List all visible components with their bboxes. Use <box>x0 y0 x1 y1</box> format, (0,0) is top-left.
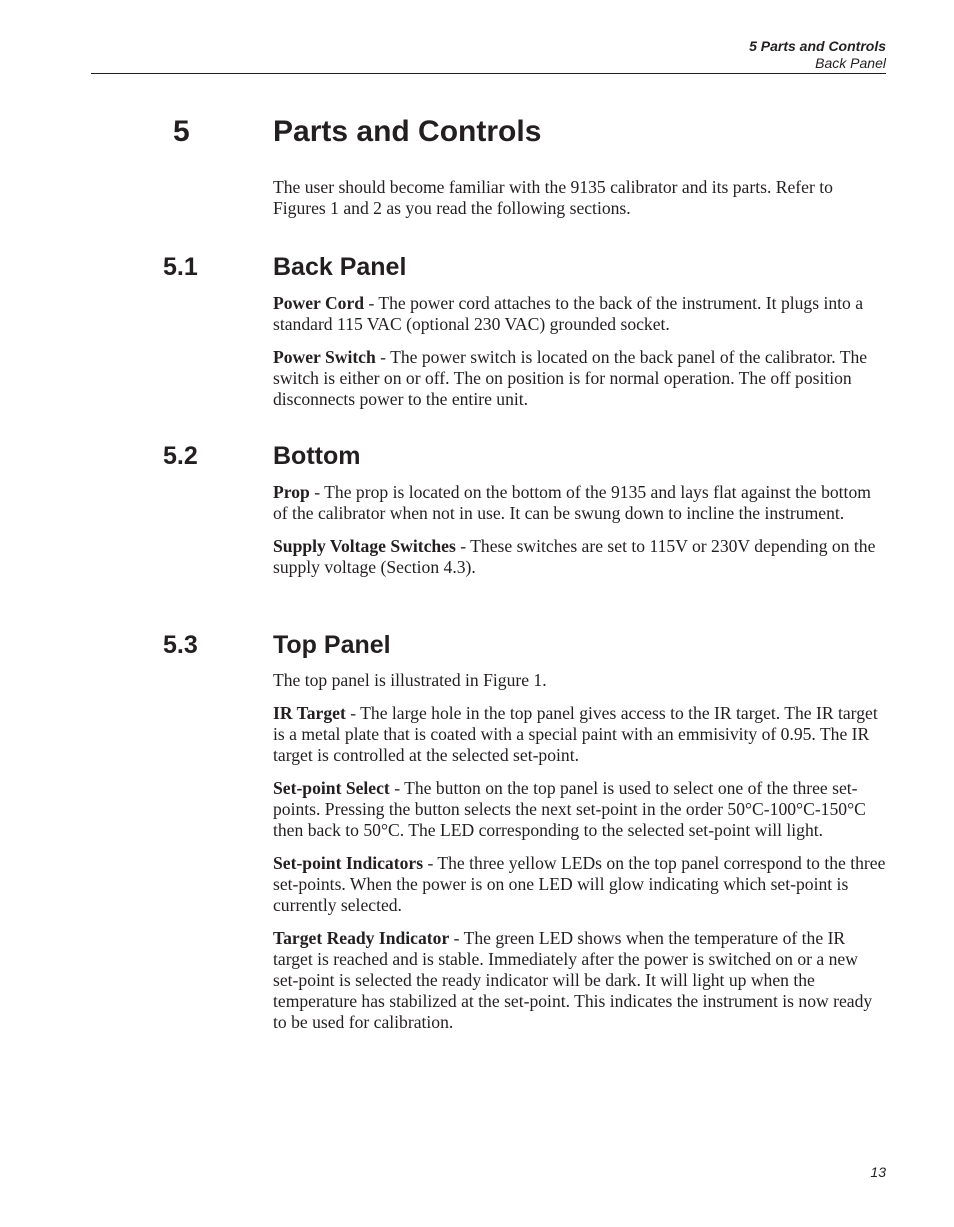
definition: - The power switch is located on the back panel of the calibrator. The switch is either on or off. The on position is for normal operation. The off position disconnects power to the entire unit. <box>273 347 868 409</box>
chapter-intro: The user should become familiar with the 9135 calibrator and its parts. Refer to Figures 1 and 2 as you read the following sections. <box>273 177 833 218</box>
running-header-section: Back Panel <box>815 55 886 71</box>
paragraph-supply-voltage-switches <box>273 536 887 578</box>
definition: - These switches are set to 115V or 230V depending on the supply voltage (Section 4.3). <box>273 536 876 577</box>
paragraph-prop <box>273 482 887 524</box>
section-body-top-panel <box>273 670 887 1045</box>
section-body-bottom <box>273 482 887 590</box>
definition: - The prop is located on the bottom of the 9135 and lays flat against the bottom of the calibrator when not in use. It can be swung down to incline the instrument. <box>273 482 871 523</box>
chapter-title: Parts and Controls <box>273 115 542 148</box>
term-prop: Prop <box>273 482 310 502</box>
definition: - The large hole in the top panel gives access to the IR target. The IR target is a metal plate that is coated with a special paint with an emmisivity of 0.95. The IR target is controlled at the selected set-point. <box>273 703 878 765</box>
paragraph-set-point-indicators <box>273 853 887 916</box>
paragraph-ir-target <box>273 703 887 766</box>
running-header-chapter: 5 Parts and Controls <box>749 38 886 54</box>
chapter-intro-block <box>273 177 887 231</box>
definition: - The three yellow LEDs on the top panel correspond to the three set-points. When the power is on one LED will glow indicating which set-point is currently selected. <box>273 853 886 915</box>
term-target-ready-indicator: Target Ready Indicator <box>273 928 450 948</box>
paragraph-power-switch <box>273 347 887 410</box>
term-power-switch: Power Switch <box>273 347 376 367</box>
section-title: Top Panel <box>273 631 391 659</box>
section-intro: The top panel is illustrated in Figure 1. <box>273 670 547 690</box>
header-rule <box>91 73 886 74</box>
running-header <box>749 38 886 72</box>
definition: - The power cord attaches to the back of the instrument. It plugs into a standard 115 VAC (optional 230 VAC) grounded socket. <box>273 293 864 334</box>
section-body-back-panel <box>273 293 887 422</box>
term-ir-target: IR Target <box>273 703 346 723</box>
section-number: 5.2 <box>163 442 198 470</box>
page-number: 13 <box>870 1164 886 1180</box>
term-power-cord: Power Cord <box>273 293 365 313</box>
term-supply-voltage-switches: Supply Voltage Switches <box>273 536 456 556</box>
paragraph-target-ready-indicator <box>273 928 887 1033</box>
section-title: Back Panel <box>273 253 407 281</box>
section-number: 5.3 <box>163 631 198 659</box>
definition: - The button on the top panel is used to select one of the three set-points. Pressing the button selects the next set-point in the order 50°C-100°C-150°C then back to 50°C. The LED corresponding to the selected set-point will light. <box>273 778 866 840</box>
term-set-point-indicators: Set-point Indicators <box>273 853 424 873</box>
chapter-number: 5 <box>173 115 190 148</box>
definition: - The green LED shows when the temperature of the IR target is reached and is stable. Immediately after the power is switched on or a new set-point is selected the ready indicator will be dark. It will light up when the temperature has stabilized at the set-point. This indicates the instrument is now ready to be used for calibration. <box>273 928 873 1032</box>
term-set-point-select: Set-point Select <box>273 778 390 798</box>
section-title: Bottom <box>273 442 361 470</box>
section-number: 5.1 <box>163 253 198 281</box>
paragraph-power-cord <box>273 293 887 335</box>
paragraph-set-point-select <box>273 778 887 841</box>
